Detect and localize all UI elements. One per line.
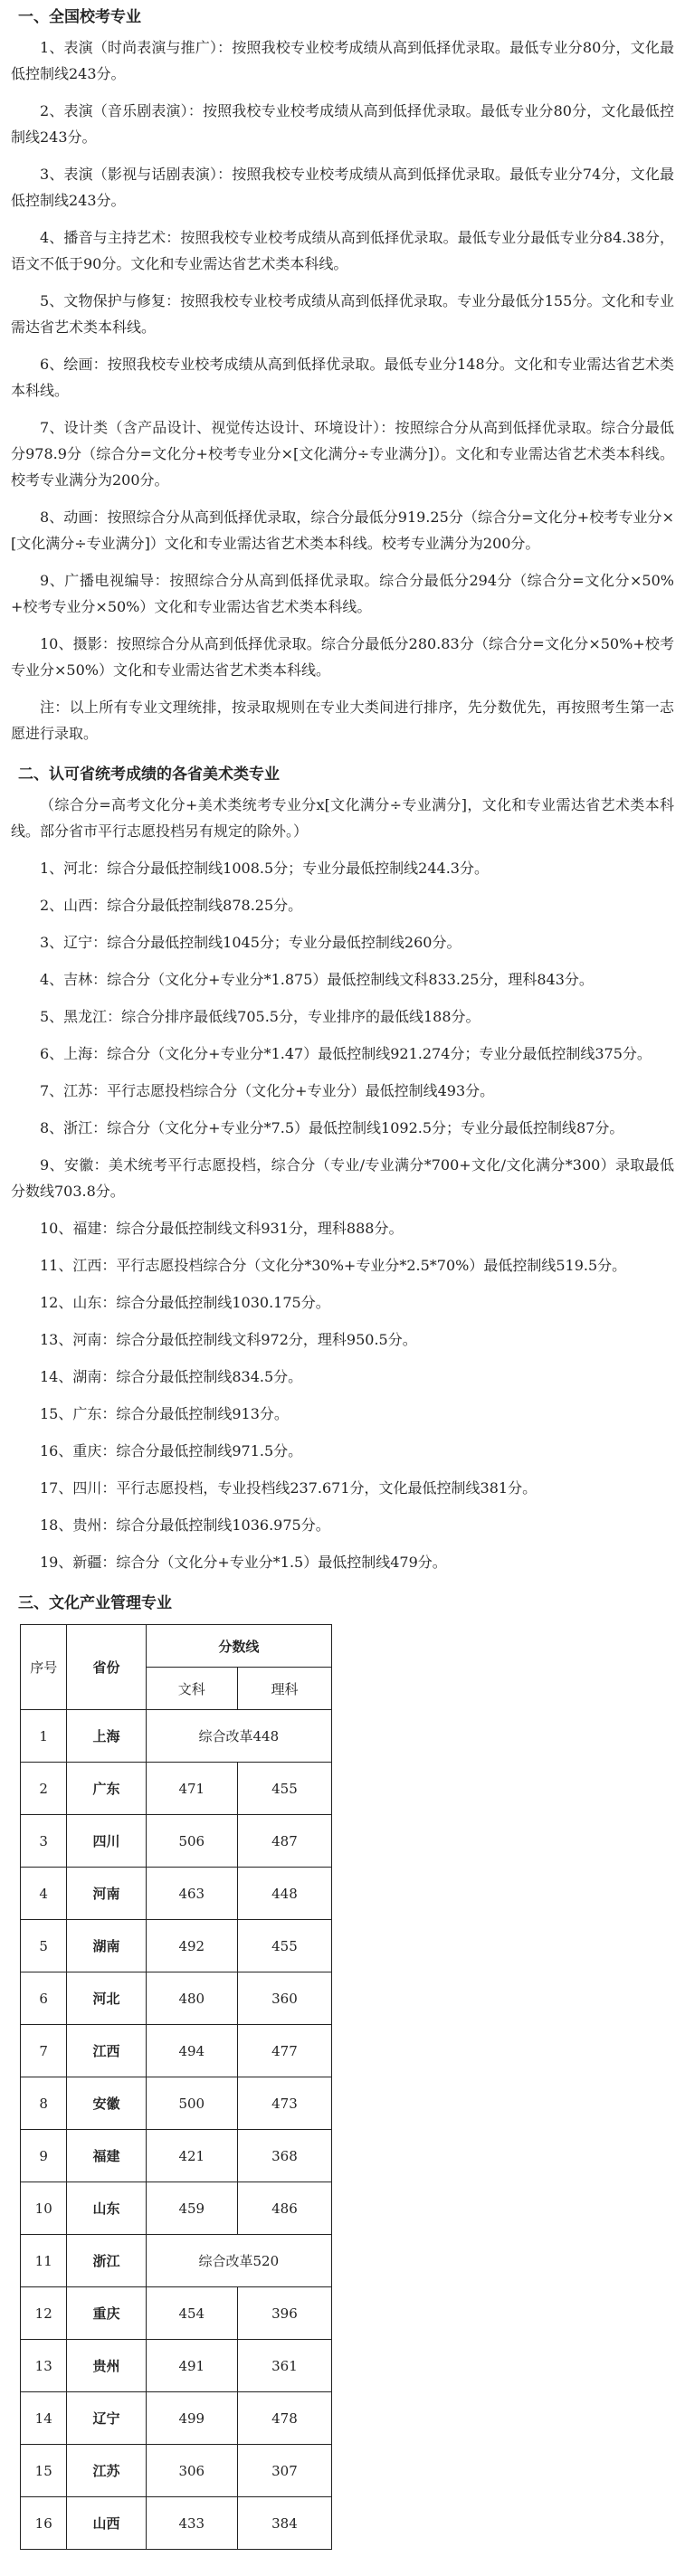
table-header-row — [21, 1625, 332, 1668]
paragraph: 9、广播电视编导：按照综合分从高到低择优录取。综合分最低分294分（综合分=文化分×50%+校考专业分×50%）文化和专业需达省艺术类本科线。 — [11, 572, 674, 615]
paragraph: 12、山东：综合分最低控制线1030.175分。 — [40, 1294, 330, 1311]
cell-province: 重庆 — [67, 2287, 146, 2340]
cell-no: 1 — [21, 1710, 67, 1763]
cell-no: 9 — [21, 2130, 67, 2182]
section-1-body — [11, 34, 674, 746]
paragraph: 2、表演（音乐剧表演）：按照我校专业校考成绩从高到低择优录取。最低专业分80分，文化最低控制线243分。 — [11, 102, 674, 146]
section-3-title: 三、文化产业管理专业 — [18, 1594, 172, 1612]
cell-liberal: 421 — [146, 2130, 237, 2182]
paragraph: 4、吉林：综合分（文化分+专业分*1.875）最低控制线文科833.25分，理科843分。 — [40, 971, 594, 988]
table-row — [21, 1868, 332, 1920]
cell-liberal: 306 — [146, 2445, 237, 2497]
cell-science: 486 — [237, 2182, 331, 2235]
cell-science: 368 — [237, 2130, 331, 2182]
cell-liberal: 463 — [146, 1868, 237, 1920]
paragraph: 10、福建：综合分最低控制线文科931分，理科888分。 — [40, 1220, 404, 1237]
table-row — [21, 2235, 332, 2287]
paragraph: 1、表演（时尚表演与推广）：按照我校专业校考成绩从高到低择优录取。最低专业分80分，文化最低控制线243分。 — [11, 39, 674, 82]
cell-liberal: 500 — [146, 2077, 237, 2130]
table-row — [21, 2392, 332, 2445]
paragraph: 3、辽宁：综合分最低控制线1045分；专业分最低控制线260分。 — [40, 934, 461, 951]
header-no: 序号 — [21, 1625, 67, 1710]
cell-no: 16 — [21, 2497, 67, 2550]
table-row — [21, 1763, 332, 1815]
paragraph: 17、四川：平行志愿投档，专业投档线237.671分，文化最低控制线381分。 — [40, 1479, 538, 1497]
paragraph: 9、安徽：美术统考平行志愿投档，综合分（专业/专业满分*700+文化/文化满分*300）录取最低分数线703.8分。 — [11, 1156, 674, 1200]
paragraph: 7、设计类（含产品设计、视觉传达设计、环境设计）：按照综合分从高到低择优录取。综合分最低分978.9分（综合分=文化分+校考专业分×[文化满分÷专业满分]）。文化和专业需达省艺术类本科线。校考专业满分为200分。 — [11, 419, 674, 489]
cell-province: 湖南 — [67, 1920, 146, 1972]
table-row — [21, 2130, 332, 2182]
cell-science: 455 — [237, 1920, 331, 1972]
paragraph: 16、重庆：综合分最低控制线971.5分。 — [40, 1442, 303, 1459]
cell-no: 3 — [21, 1815, 67, 1868]
cell-province: 浙江 — [67, 2235, 146, 2287]
note-paragraph: 注：以上所有专业文理统排，按录取规则在专业大类间进行排序，先分数优先，再按照考生第一志愿进行录取。 — [11, 699, 674, 742]
score-table-wrapper — [20, 1624, 674, 2550]
cell-no: 8 — [21, 2077, 67, 2130]
header-science: 理科 — [237, 1668, 331, 1710]
cell-no: 15 — [21, 2445, 67, 2497]
cell-no: 2 — [21, 1763, 67, 1815]
cell-province: 河北 — [67, 1972, 146, 2025]
table-row — [21, 1972, 332, 2025]
cell-no: 5 — [21, 1920, 67, 1972]
cell-liberal: 506 — [146, 1815, 237, 1868]
cell-science: 473 — [237, 2077, 331, 2130]
paragraph: 15、广东：综合分最低控制线913分。 — [40, 1405, 289, 1422]
paragraph: 5、文物保护与修复：按照我校专业校考成绩从高到低择优录取。专业分最低分155分。文化和专业需达省艺术类本科线。 — [11, 292, 674, 336]
cell-merged-score: 综合改革448 — [146, 1710, 331, 1763]
cell-science: 360 — [237, 1972, 331, 2025]
paragraph: 1、河北：综合分最低控制线1008.5分；专业分最低控制线244.3分。 — [40, 860, 489, 877]
cell-science: 487 — [237, 1815, 331, 1868]
cell-science: 384 — [237, 2497, 331, 2550]
cell-no: 12 — [21, 2287, 67, 2340]
paragraph: 18、贵州：综合分最低控制线1036.975分。 — [40, 1516, 330, 1534]
cell-province: 上海 — [67, 1710, 146, 1763]
paragraph: 6、上海：综合分（文化分+专业分*1.47）最低控制线921.274分；专业分最低控制线375分。 — [40, 1045, 652, 1062]
table-row — [21, 2497, 332, 2550]
cell-science: 455 — [237, 1763, 331, 1815]
paragraph: 14、湖南：综合分最低控制线834.5分。 — [40, 1368, 303, 1385]
table-row — [21, 1815, 332, 1868]
section-1-title: 一、全国校考专业 — [18, 8, 141, 26]
cell-province: 福建 — [67, 2130, 146, 2182]
paragraph: 13、河南：综合分最低控制线文科972分，理科950.5分。 — [40, 1331, 417, 1348]
cell-liberal: 491 — [146, 2340, 237, 2392]
cell-liberal: 433 — [146, 2497, 237, 2550]
cell-science: 477 — [237, 2025, 331, 2077]
cell-science: 478 — [237, 2392, 331, 2445]
cell-province: 河南 — [67, 1868, 146, 1920]
table-row — [21, 2077, 332, 2130]
cell-province: 山东 — [67, 2182, 146, 2235]
cell-liberal: 459 — [146, 2182, 237, 2235]
score-table — [20, 1624, 332, 2550]
section-2-title: 二、认可省统考成绩的各省美术类专业 — [18, 765, 280, 784]
header-province: 省份 — [67, 1625, 146, 1710]
paragraph: 6、绘画：按照我校专业校考成绩从高到低择优录取。最低专业分148分。文化和专业需达省艺术类本科线。 — [11, 356, 674, 399]
cell-province: 安徽 — [67, 2077, 146, 2130]
cell-no: 14 — [21, 2392, 67, 2445]
paragraph: 3、表演（影视与话剧表演）：按照我校专业校考成绩从高到低择优录取。最低专业分74分，文化最低控制线243分。 — [11, 166, 674, 209]
cell-liberal: 499 — [146, 2392, 237, 2445]
paragraph: 11、江西：平行志愿投档综合分（文化分*30%+专业分*2.5*70%）最低控制线519.5分。 — [40, 1257, 627, 1274]
section-2-body — [11, 792, 674, 1575]
table-row — [21, 2287, 332, 2340]
table-row — [21, 2340, 332, 2392]
paragraph: 8、动画：按照综合分从高到低择优录取，综合分最低分919.25分（综合分=文化分+校考专业分×[文化满分÷专业满分]）文化和专业需达省艺术类本科线。校考专业满分为200分。 — [11, 509, 674, 552]
paragraph: 5、黑龙江：综合分排序最低线705.5分，专业排序的最低线188分。 — [40, 1008, 480, 1025]
cell-science: 307 — [237, 2445, 331, 2497]
cell-province: 江西 — [67, 2025, 146, 2077]
cell-merged-score: 综合改革520 — [146, 2235, 331, 2287]
table-row — [21, 2025, 332, 2077]
header-score-group: 分数线 — [146, 1625, 331, 1668]
cell-liberal: 494 — [146, 2025, 237, 2077]
cell-no: 4 — [21, 1868, 67, 1920]
cell-province: 广东 — [67, 1763, 146, 1815]
table-row — [21, 1920, 332, 1972]
cell-no: 6 — [21, 1972, 67, 2025]
paragraph: 19、新疆：综合分（文化分+专业分*1.5）最低控制线479分。 — [40, 1554, 447, 1571]
cell-no: 11 — [21, 2235, 67, 2287]
cell-no: 13 — [21, 2340, 67, 2392]
formula-paragraph: （综合分=高考文化分+美术类统考专业分x[文化满分÷专业满分]，文化和专业需达省艺术类本科线。部分省市平行志愿投档另有规定的除外。） — [11, 796, 674, 840]
paragraph: 2、山西：综合分最低控制线878.25分。 — [40, 897, 303, 914]
cell-no: 10 — [21, 2182, 67, 2235]
paragraph: 4、播音与主持艺术：按照我校专业校考成绩从高到低择优录取。最低专业分最低专业分84.38分，语文不低于90分。文化和专业需达省艺术类本科线。 — [11, 229, 674, 272]
cell-science: 396 — [237, 2287, 331, 2340]
table-row — [21, 1710, 332, 1763]
cell-province: 辽宁 — [67, 2392, 146, 2445]
cell-province: 江苏 — [67, 2445, 146, 2497]
cell-province: 四川 — [67, 1815, 146, 1868]
cell-no: 7 — [21, 2025, 67, 2077]
cell-liberal: 480 — [146, 1972, 237, 2025]
cell-province: 山西 — [67, 2497, 146, 2550]
paragraph: 10、摄影：按照综合分从高到低择优录取。综合分最低分280.83分（综合分=文化分×50%+校考专业分×50%）文化和专业需达省艺术类本科线。 — [11, 635, 674, 679]
table-row — [21, 2445, 332, 2497]
header-liberal: 文科 — [146, 1668, 237, 1710]
cell-science: 361 — [237, 2340, 331, 2392]
table-row — [21, 2182, 332, 2235]
cell-province: 贵州 — [67, 2340, 146, 2392]
cell-liberal: 471 — [146, 1763, 237, 1815]
paragraph: 7、江苏：平行志愿投档综合分（文化分+专业分）最低控制线493分。 — [40, 1082, 495, 1099]
cell-liberal: 492 — [146, 1920, 237, 1972]
cell-science: 448 — [237, 1868, 331, 1920]
paragraph: 8、浙江：综合分（文化分+专业分*7.5）最低控制线1092.5分；专业分最低控制线87分。 — [40, 1119, 624, 1136]
cell-liberal: 454 — [146, 2287, 237, 2340]
